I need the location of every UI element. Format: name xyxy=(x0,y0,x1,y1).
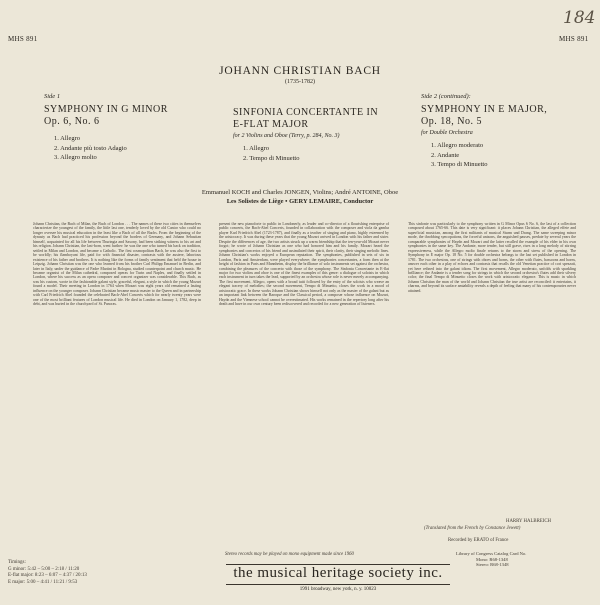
side2-movements xyxy=(431,141,581,170)
side1-label: Side 1 xyxy=(44,93,61,100)
composer-name: JOHANN CHRISTIAN BACH xyxy=(219,65,381,77)
middle-subtitle: for 2 Violins and Oboe (Terry, p. 284, No. 3) xyxy=(233,133,340,139)
movement: 2. Andante xyxy=(431,151,460,159)
stereo-note: Stereo records may be played on mono equipment made since 1960 xyxy=(225,552,354,557)
timing-row: E major: 5:00 – 4:41 / 11:21 / 9:53 xyxy=(8,579,78,585)
notes-column-1: Johann Christian, the Bach of Milan, the Bach of London . . . The names of these two cities in themselves characterize the youngest of the family, the little last one, tenderly loved by the old Cantor who could no longer oversee his musical education in the least like a Bach of all the Bachs. From the beginning of the dynasty as Bach had practiced his profession beyond the borders of Germany, and Johann Sebastian himself, acquainted for all his life between Thuringia and Saxony, had been striking witness to his art and his religion. Johann Christian, the last-born, went further: he was the one who turned his back on tradition, settled in Milan and London, and became a Catholic. The first cosmopolitan Bach, he was also the first to be worldly; his flamboyant life, paid for with financial disaster, contrasts with the austere, laborious existence of his father and brothers. It is nothing like the forms of family sentiment that held the house in Leipzig. Johann Christian was the one who learned from his brother Carl Philipp Emanuel in Berlin, and later in Italy, under the guidance of Padre Martini in Bologna, studied counterpoint and church music. He became organist of the Milan cathedral, composed operas for Turin and Naples, and finally settled in London, where his success as an opera composer and concert organizer was considerable. This Bach, as was his custom, wrote in the fashionable galant style, graceful, elegant, a style in which the young Mozart found a model. Their meeting in London in 1764 when Mozart was eight years old remained a lasting influence on the younger composer. Johann Christian became music master to the Queen and in partnership with Carl Friedrich Abel founded the celebrated Bach-Abel Concerts which for nearly twenty years were one of the most brilliant features of London musical life. He died in London on January 1, 1782, deep in debt, and was buried in the churchyard of St. Pancras. xyxy=(33,222,201,307)
label-name: the musical heritage society inc. xyxy=(233,565,443,581)
middle-title: SINFONIA CONCERTANTE IN E-FLAT MAJOR xyxy=(233,107,379,130)
timings-heading: Timings: xyxy=(8,560,26,565)
movement: 1. Allegro moderato xyxy=(431,142,484,149)
footer-rule-bottom xyxy=(226,584,450,585)
side1-block xyxy=(44,93,184,163)
catalog-number-right: MHS 891 xyxy=(559,35,589,43)
movement: 3. Allegro molto xyxy=(54,154,97,161)
middle-movements xyxy=(243,144,393,163)
movement: 3. Tempo di Minuetto xyxy=(431,161,488,168)
side1-title: SYMPHONY IN G MINOR Op. 6, No. 6 xyxy=(44,104,168,127)
side1-movements xyxy=(54,134,184,163)
notes-credit: HARRY HALBREICH xyxy=(506,519,551,524)
middle-block xyxy=(233,107,393,163)
movement: 1. Allegro xyxy=(54,135,80,142)
movement: 1. Allegro xyxy=(243,145,269,152)
lc-info: Library of Congress Catalog Card No. Mono: R68-1348 Stereo: R68-1348 xyxy=(456,551,527,568)
side2-subtitle: for Double Orchestra xyxy=(421,130,473,136)
timing-row: E-flat major: 8:23 – 6:07 – 4:37 / 20:13 xyxy=(8,573,87,578)
translation-credit: (Translated from the French by Constance Jewett) xyxy=(424,526,521,531)
notes-column-3: This sinfonie was particularly to the symphony written in G Minor Opus 6 No. 6, the last of a collection composed about 1765-66. This date is very significant: it places Johann Christian, the alleged effete and superficial musician, among the first militants of musical Sturm und Drang. The same sweeping minor mode, the throbbing syncopations, the forceful unisons, the anguished pauses, predate by several years the comparable symphonies of Haydn and Mozart and the latter recalled the example of his elder in his own symphonies in the same key. The Andante, more tender, but still grave, rises in a long melody of stirring expressiveness, while the Allegro molto finale returns to the storm and stress of the opening. The Symphony in E major Op. 18 No. 5 for double orchestra belongs to the last set published in London in 1781. The two orchestras, one of strings with oboes and horns, the other with flutes, bassoons and horns, answer each other in a play of echoes and contrasts that recalls the old Venetian practice of cori spezzati, yet here refined into the galant idiom. The first movement, Allegro moderato, unfolds with sparkling brilliance; the Andante is a tender song for strings in which the second orchestra's flutes add their silvery color; the final Tempo di Minuetto closes the work with aristocratic elegance. This is music in which Johann Christian the man of the world and Johann Christian the true artist are reconciled: it entertains, it charms, and beyond its surface amiability reveals a depth of feeling that many of his contemporaries never attained. xyxy=(408,222,576,293)
movement: 2. Andante più tosto Adagio xyxy=(54,144,127,152)
composer-dates: (1735-1782) xyxy=(285,79,315,85)
label-address: 1991 broadway, new york, n. y. 10023 xyxy=(299,587,377,592)
timing-row: G minor: 5:42 – 5:00 – 2:18 / 11:20 xyxy=(8,566,80,572)
notes-column-2: present the new pianoforte to public in Londonerly, as leader and co-director of a flourishing enterprise of public concerts, the Bach-Abel Concerts, founded in collaboration with the composer and viola da gamba player Karl Friedrich Abel (1723-1787), and finally as a teacher of singing and piano, highly esteemed by the aristocracy. It was during these years that the young Mozart arrived in London with his father and sister. Despite the differences of age, the two artists struck up a warm friendship that the ten-year-old Mozart never forgot; he wrote of Johann Christian as one who had honored him and his family. Mozart heard the symphonies and concertos of his friend and assimilated their spirit, their clarity, their singing melodic lines. Johann Christian's works enjoyed a European reputation. The symphonies, published in sets of six in London, Paris and Amsterdam, were played everywhere; the symphonies concertantes, a form then at the height of fashion in Paris and Mannheim, display the brilliance of solo instruments set against the orchestra, combining the pleasures of the concerto with those of the symphony. The Sinfonia Concertante in E-flat major for two violins and oboe is one of the finest examples of this genre: a dialogue of soloists in which each instrument in turn takes the lead, supported by an orchestra whose role is never merely accompanying. The first movement, Allegro, opens with a broad tutti followed by the entry of the soloists who weave an elegant tracery of melodies; the second movement, Tempo di Minuetto, closes the work in a mood of aristocratic grace. In these works Johann Christian shows himself not only as the master of the galant but as an important link between the Baroque and the Classical period, a composer whose influence on Mozart, Haydn and the Viennese school cannot be overestimated. His works remained in the repertory long after his death and have in our own century been rediscovered and recorded for a new generation of listeners. xyxy=(219,222,389,307)
side2-title: SYMPHONY IN E MAJOR, Op. 18, No. 5 xyxy=(421,104,548,127)
timings xyxy=(8,560,87,586)
handwritten-number: 184 xyxy=(563,8,596,28)
movement: 2. Tempo di Minuetto xyxy=(243,154,300,162)
side2-block xyxy=(421,93,581,170)
performers: Emmanuel KOCH and Charles JONGEN, Violins; André ANTOINE, Oboe Les Solistes de Liège • GERY LEMAIRE, Conductor xyxy=(201,189,399,205)
side2-label: Side 2 (continued): xyxy=(421,93,471,100)
catalog-number-left: MHS 891 xyxy=(8,35,38,43)
recorded-by: Recorded by ERATO of France xyxy=(448,538,509,543)
